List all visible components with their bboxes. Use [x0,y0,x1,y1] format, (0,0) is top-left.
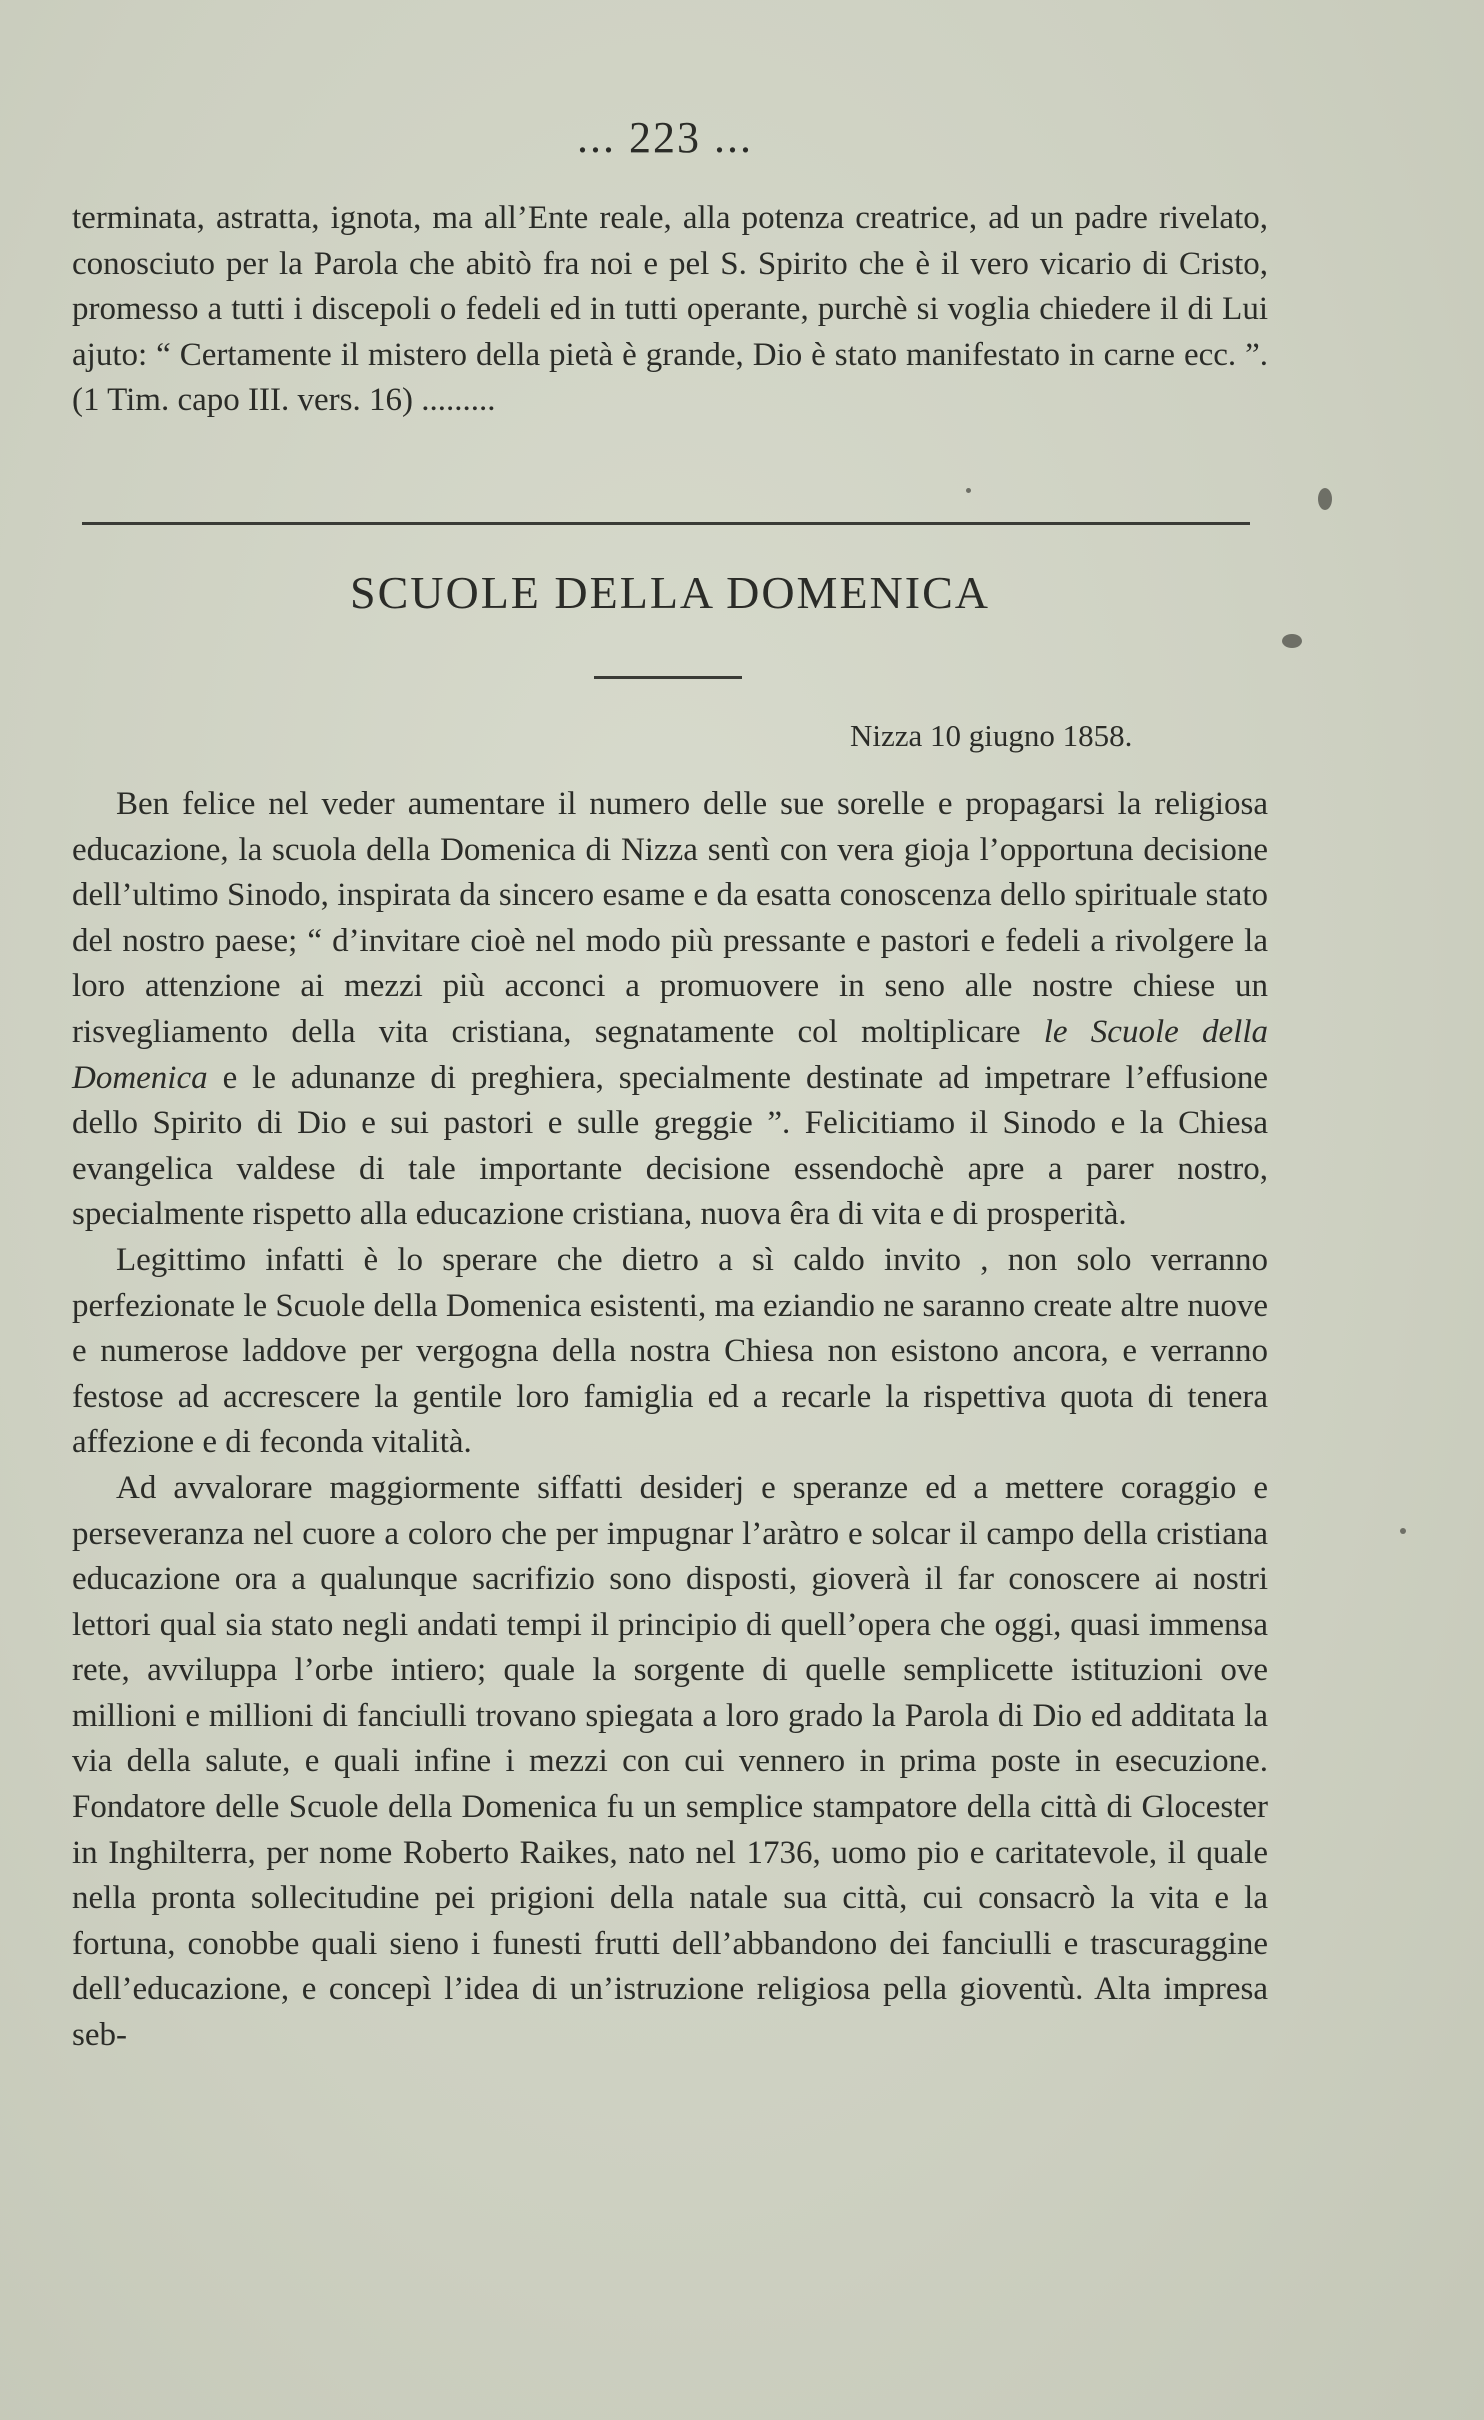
paper-speck [1400,1528,1406,1534]
paper-speck [966,488,971,493]
article-body [72,782,1268,2059]
section-divider [82,522,1250,525]
paper-speck [1318,488,1332,510]
intro-paragraph-block [72,196,1268,424]
paragraph-1 [72,782,1268,1238]
paragraph-1-text-a: Ben felice nel veder aumentare il numero delle sue sorelle e propagarsi la religiosa educazione, la scuola della Domenica di Nizza sentì con vera gioja l’opportuna decisione dell’ultimo Sinodo, inspirata da sincero esame e da esatta conoscenza dello spirituale stato del nostro paese; “ d’invitare cioè nel modo più pressante e pastori e fedeli a rivolgere la loro attenzione ai mezzi più acconci a promuovere in seno alle nostre chiese un risvegliamento della vita cristiana, segnatamente col moltiplicare [72,786,1268,1050]
paragraph-1-italic: le Scuole della Domenica [72,1013,1268,1096]
paragraph-1-text-b: e le adunanze di preghiera, specialmente destinate ad impetrare l’effusione dello Spirito di Dio e sui pastori e sulle greggie ”. Felicitiamo il Sinodo e la Chiesa evangelica valdese di tale importante decisione essendochè apre a parer nostro, specialmente rispetto alla educazione cristiana, nuova êra di vita e di prosperità. [72,1059,1268,1233]
intro-paragraph: terminata, astratta, ignota, ma all’Ente reale, alla potenza creatrice, ad un padre rivelato, conosciuto per la Parola che abitò fra noi e pel S. Spirito che è il vero vicario di Cristo, promesso a tutti i discepoli o fedeli ed in tutti operante, purchè si voglia chiedere il di Lui ajuto: “ Certamente il mistero della pietà è grande, Dio è stato manifestato in carne ecc. ”. (1 Tim. capo III. vers. 16) ......... [72,200,1268,419]
paper-speck [1282,634,1302,648]
dateline: Nizza 10 giugno 1858. [850,718,1133,753]
page-number: ... 223 ... [577,113,753,162]
title-underline [594,676,742,679]
section-title: SCUOLE DELLA DOMENICA [350,567,990,618]
paragraph-2: Legittimo infatti è lo sperare che dietro a sì caldo invito , non solo verranno perfezionate le Scuole della Domenica esistenti, ma eziandio ne saranno create altre nuove e numerose laddove per vergogna della nostra Chiesa non esistono ancora, e verranno festose ad accrescere la gentile loro famiglia ed a recarle la rispettiva quota di tenera affezione e di feconda vitalità. [72,1241,1268,1461]
paragraph-3: Ad avvalorare maggiormente siffatti desiderj e speranze ed a mettere coraggio e perseveranza nel cuore a coloro che per impugnar l’aràtro e solcar il campo della cristiana educazione ora a qualunque sacrifizio sono disposti, gioverà il far conoscere ai nostri lettori qual sia stato negli andati tempi il principio di quell’opera che oggi, quasi immensa rete, avviluppa l’orbe intiero; quale la sorgente di quelle semplicette istituzioni ove millioni e millioni di fanciulli trovano spiegata a loro grado la Parola di Dio ed additata la via della salute, e quali infine i mezzi con cui vennero in prima poste in esecuzione. Fondatore delle Scuole della Domenica fu un semplice stampatore della città di Glocester in Inghilterra, per nome Roberto Raikes, nato nel 1736, uomo pio e caritatevole, il quale nella pronta sollecitudine pei prigioni della natale sua città, cui consacrò la vita e la fortuna, conobbe quali sieno i funesti frutti dell’abbandono dei fanciulli e trascuraggine dell’educazione, e concepì l’idea di un’istruzione religiosa pella gioventù. Alta impresa seb- [72,1469,1268,2054]
